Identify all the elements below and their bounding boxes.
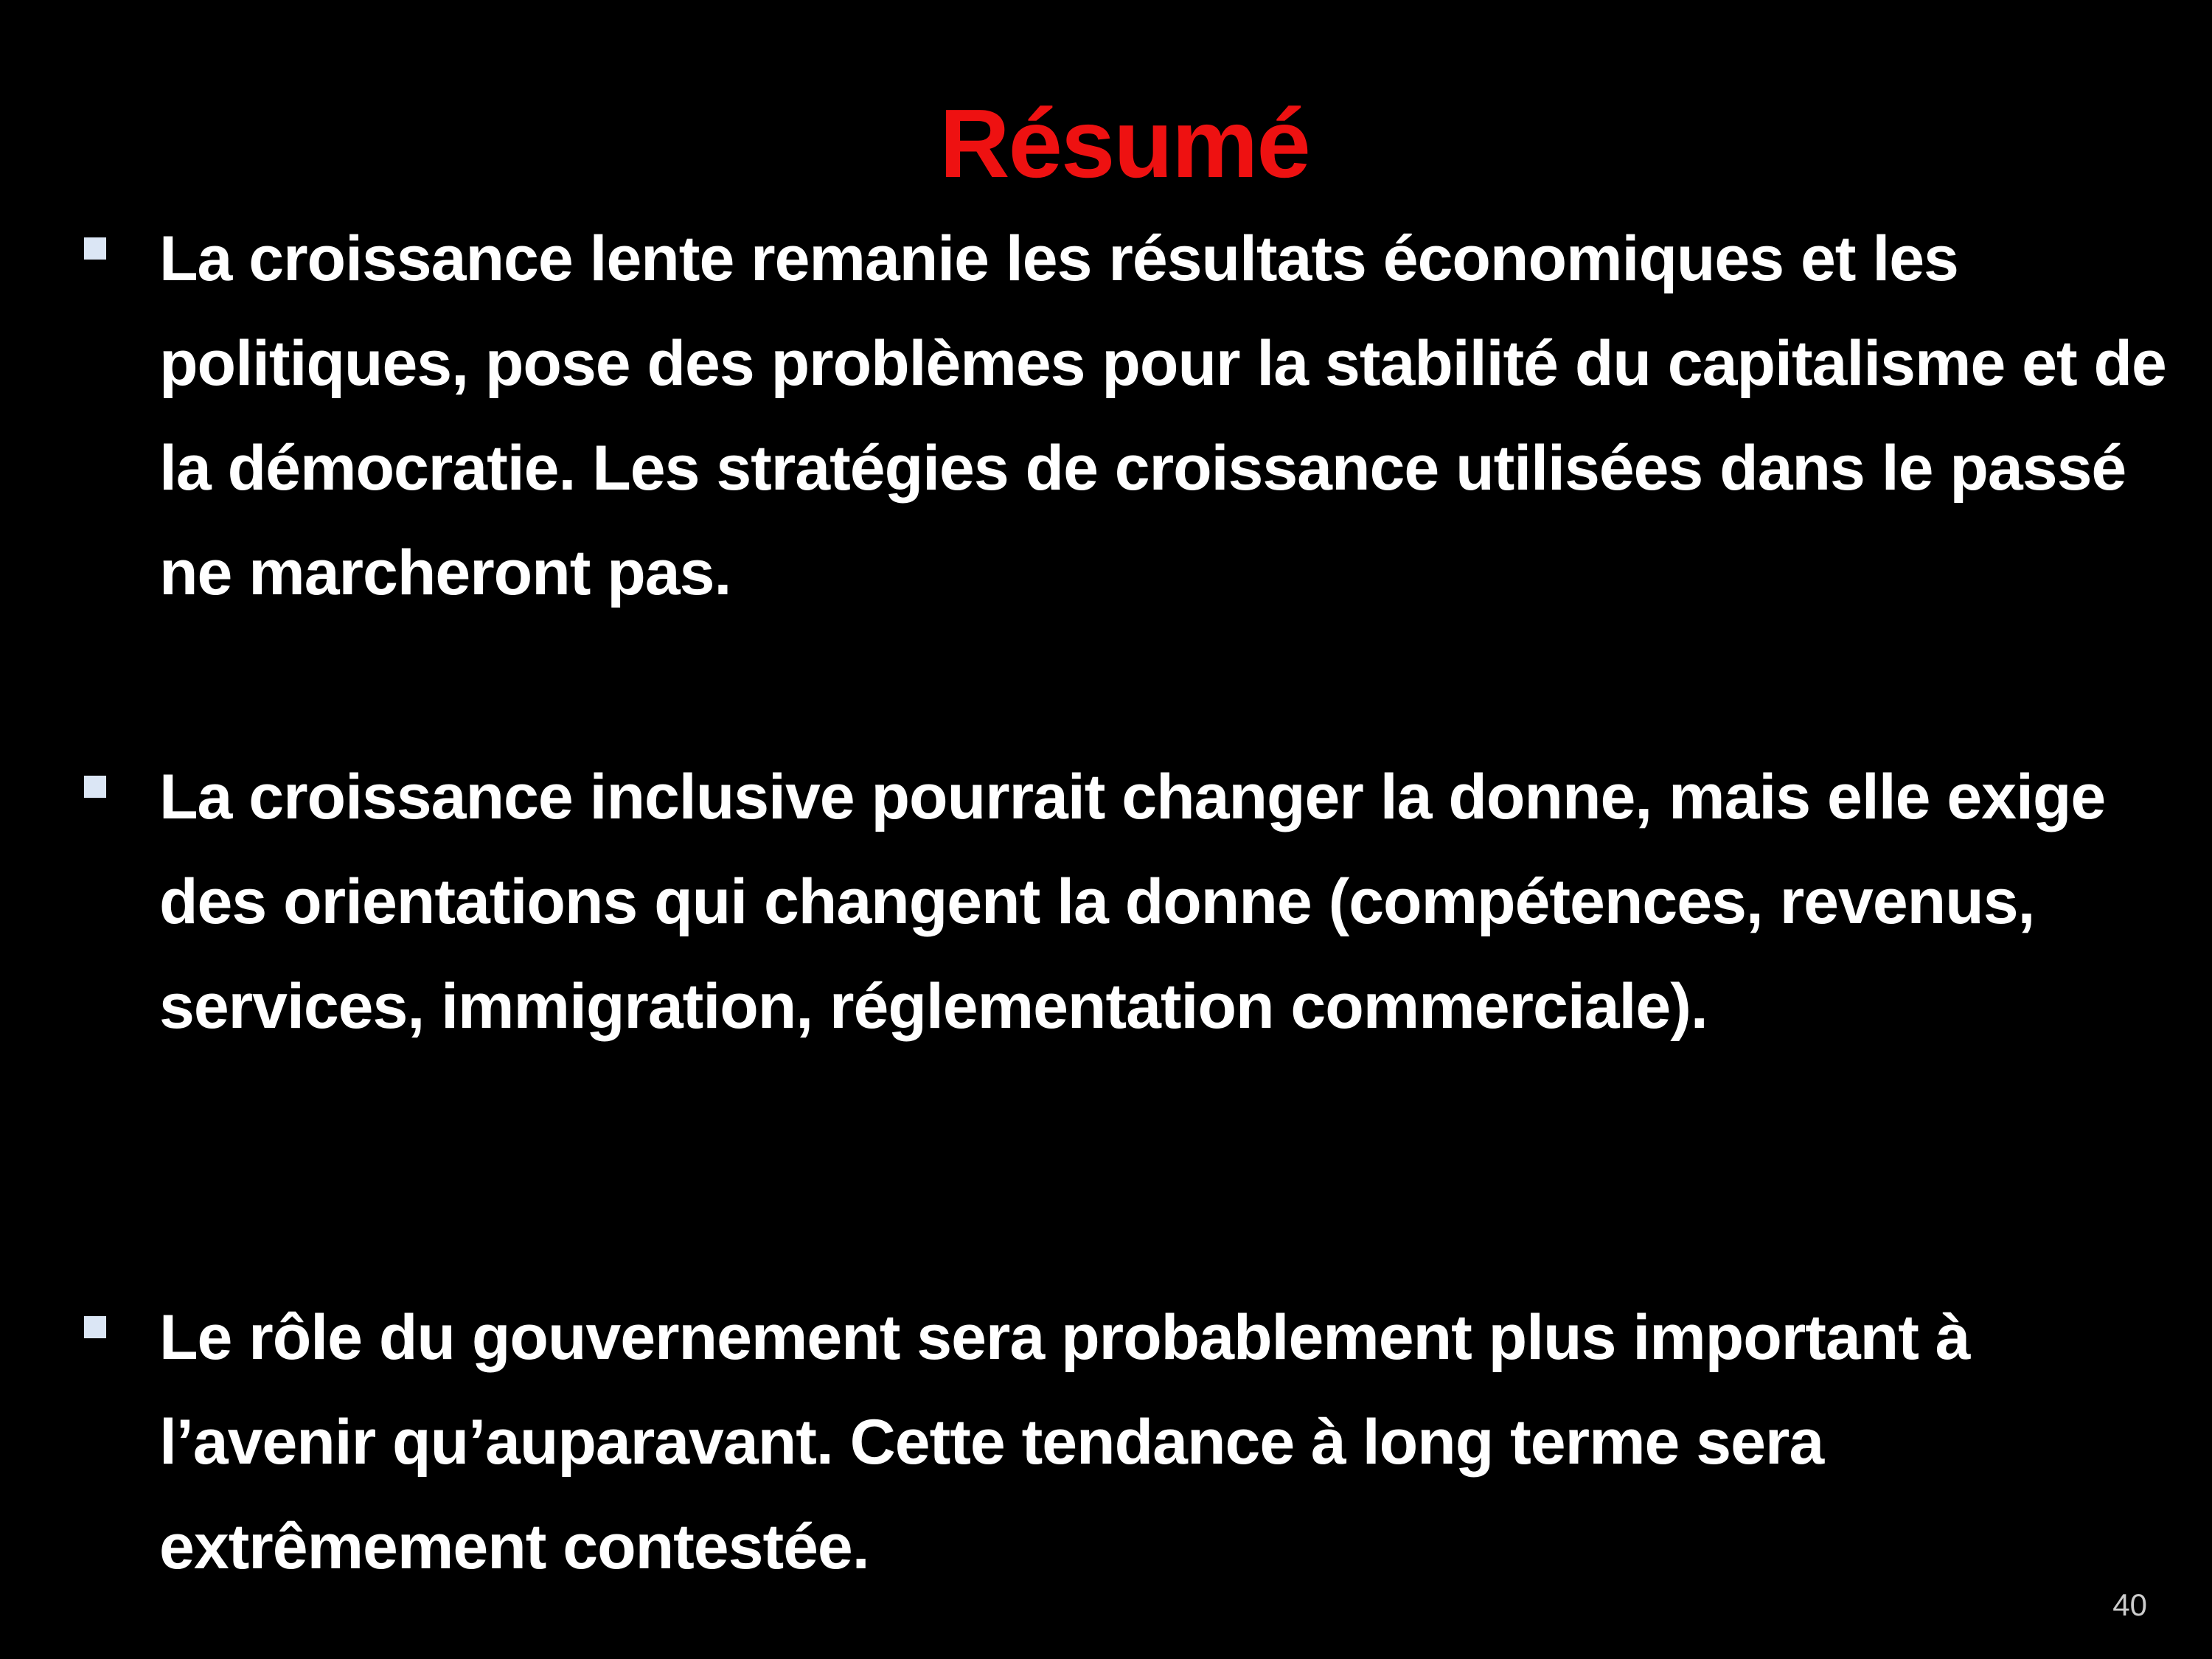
square-bullet-icon	[84, 1316, 106, 1338]
slide-title: Résumé	[939, 89, 1310, 198]
page-number: 40	[2112, 1587, 2147, 1622]
square-bullet-icon	[84, 776, 106, 798]
bullet-text-1: La croissance lente remanie les résultats économiques et les politiques, pose des problèmes pour la stabilité du capitalisme et de la démocratie. Les stratégies de croissance utilisées dans le passé ne marcheront pas.	[159, 223, 2166, 608]
square-bullet-icon	[84, 237, 106, 260]
bullet-text-2: La croissance inclusive pourrait changer la donne, mais elle exige des orientations qui changent la donne (compétences, revenus, services, immigration, réglementation commerciale).	[159, 762, 2106, 1042]
bullet-text-3: Le rôle du gouvernement sera probablement plus important à l’avenir qu’auparavant. Cette tendance à long terme sera extrêmement contestée.	[159, 1302, 1970, 1582]
